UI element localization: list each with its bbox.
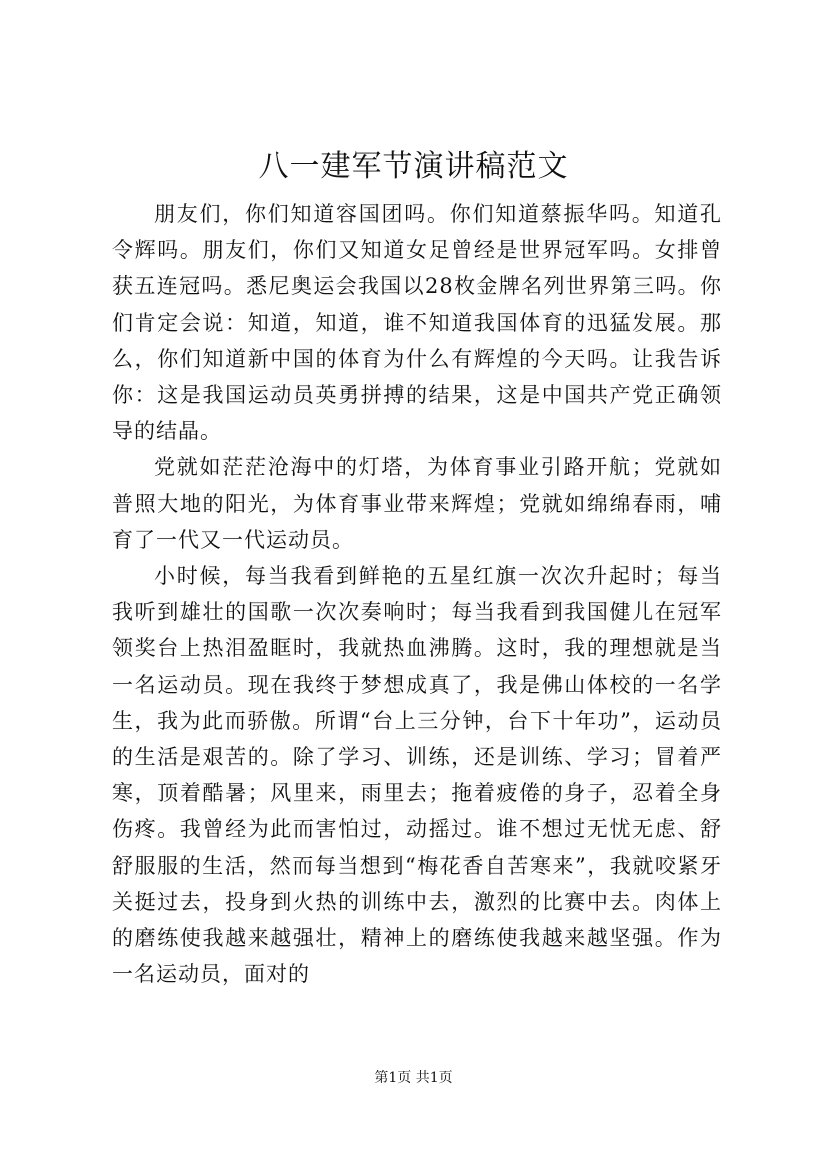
document-body [112, 196, 722, 992]
page-footer: 第1页 共1页 [374, 1070, 453, 1086]
paragraph: 党就如茫茫沧海中的灯塔，为体育事业引路开航；党就如普照大地的阳光，为体育事业带来辉煌；党就如绵绵春雨，哺育了一代又一代运动员。 [112, 455, 722, 552]
paragraph: 小时候，每当我看到鲜艳的五星红旗一次次升起时；每当我听到雄壮的国歌一次次奏响时；每当我看到我国健儿在冠军领奖台上热泪盈眶时，我就热血沸腾。这时，我的理想就是当一名运动员。现在我终于梦想成真了，我是佛山体校的一名学生，我为此而骄傲。所谓“台上三分钟，台下十年功”，运动员的生活是艰苦的。除了学习、训练，还是训练、学习；冒着严寒，顶着酷暑；风里来，雨里去；拖着疲倦的身子，忍着全身伤疼。我曾经为此而害怕过，动摇过。谁不想过无忧无虑、舒舒服服的生活，然而每当想到“梅花香自苦寒来”，我就咬紧牙关挺过去，投身到火热的训练中去，激烈的比赛中去。肉体上的磨练使我越来越强壮，精神上的磨练使我越来越坚强。作为一名运动员，面对的 [112, 564, 722, 987]
document-title: 八一建军节演讲稿范文 [258, 149, 569, 184]
paragraph: 朋友们，你们知道容国团吗。你们知道蔡振华吗。知道孔令辉吗。朋友们，你们又知道女足曾经是世界冠军吗。女排曾获五连冠吗。悉尼奥运会我国以28枚金牌名列世界第三吗。你们肯定会说：知道，知道，谁不知道我国体育的迅猛发展。那么，你们知道新中国的体育为什么有辉煌的今天吗。让我告诉你：这是我国运动员英勇拼搏的结果，这是中国共产党正确领导的结晶。 [112, 202, 722, 444]
